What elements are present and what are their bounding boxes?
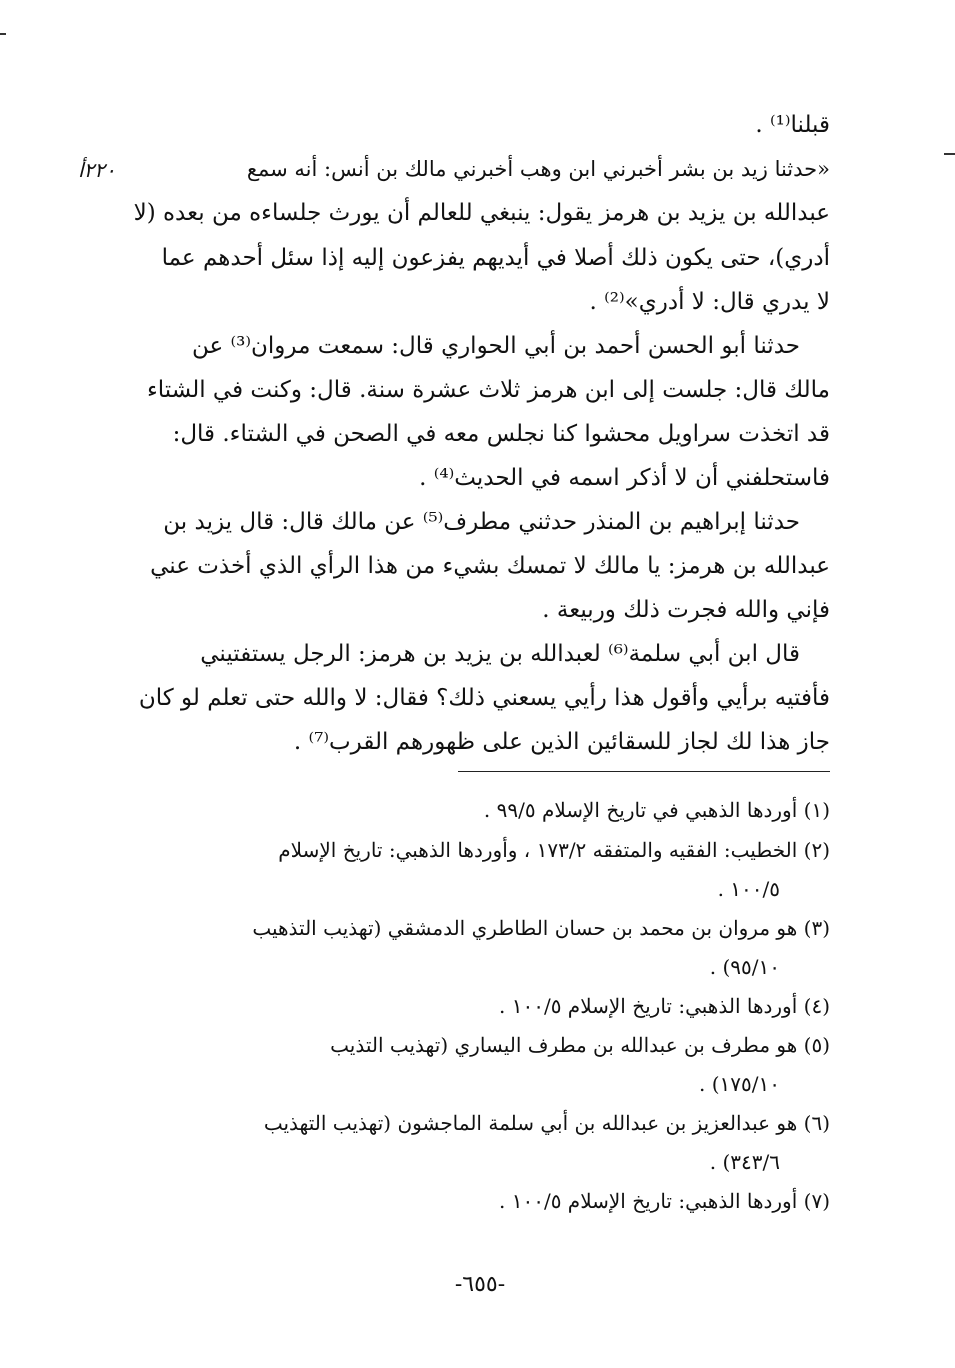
body-line: فأفتيه برأيي وأقول هذا رأيي يسعني ذلك؟ فقال: لا والله حتى تعلم لو كان [138, 685, 830, 711]
body-line: حدثنا أبو الحسن أحمد بن أبي الحواري قال: سمعت مروان⁽³⁾ عن [191, 333, 800, 359]
footnote: (٢) الخطيب: الفقيه والمتفقه ١٧٣/٢ ، وأوردها الذهبي: تاريخ الإسلام [278, 838, 830, 862]
footnote: (٥) هو مطرف بن عبدالله بن مطرف اليساري (تهذيب التذيب [330, 1033, 830, 1057]
footnote: (٧) أوردها الذهبي: تاريخ الإسلام ١٠٠/٥ . [499, 1189, 830, 1213]
body-line: قبلنا⁽¹⁾ . [755, 112, 830, 138]
body-line: أدري)، حتى يكون ذلك أصلا في أيديهم يفزعون إليه إذا سئل أحدهم عما [161, 245, 830, 271]
footnote-continuation: ٩٥/١٠) . [709, 955, 780, 979]
body-line: قال ابن أبي سلمة⁽⁶⁾ لعبدالله بن يزيد بن هرمز: الرجل يستفتيني [200, 641, 800, 667]
body-line: فإني والله فجرت ذلك وربيعة . [542, 597, 830, 623]
body-line: عبدالله بن يزيد بن هرمز يقول: ينبغي للعالم أن يورث جلساءه من بعده (لا [133, 200, 830, 226]
footnote: (٣) هو مروان بن محمد بن حسان الطاطري الدمشقي (تهذيب التذهيب [252, 916, 830, 940]
footnote: (٤) أوردها الذهبي: تاريخ الإسلام ١٠٠/٥ . [499, 994, 830, 1018]
scan-mark [0, 33, 6, 35]
scan-mark [944, 153, 955, 155]
body-line: «حدثنا زيد بن بشر أخبرني ابن وهب أخبرني مالك بن أنس: أنه سمع [246, 157, 830, 181]
body-line: قد اتخذت سراويل محشوا كنا نجلس معه في الصحن في الشتاء. قال: [172, 421, 830, 447]
body-line: مالك قال: جلست إلى ابن هرمز ثلاث عشرة سنة. قال: وكنت في الشتاء [146, 377, 830, 403]
page-number: -٦٥٥- [454, 1272, 506, 1297]
footnote: (١) أوردها الذهبي في تاريخ الإسلام ٩٩/٥ . [483, 798, 830, 822]
body-line: حدثنا إبراهيم بن المنذر حدثني مطرف⁽⁵⁾ عن مالك قال: قال يزيد بن [163, 509, 800, 535]
margin-folio-note: ٢٢٠أ [78, 158, 116, 182]
body-line: فاستحلفني أن لا أذكر اسمه في الحديث⁽⁴⁾ . [419, 465, 830, 491]
body-line: عبدالله بن هرمز: يا مالك لا تمسك بشيء من هذا الرأي الذي أخذت عني [150, 553, 830, 579]
body-line: جاز هذا لك لجاز للسقائين الذين على ظهورهم القرب⁽⁷⁾ . [293, 729, 830, 755]
body-line: لا يدري قال: لا أدري»⁽²⁾ . [589, 289, 830, 315]
footnote-continuation: ٣٤٣/٦) . [709, 1150, 780, 1174]
footnote: (٦) هو عبدالعزيز بن عبدالله بن أبي سلمة الماجشون (تهذيب التهذيب [263, 1111, 830, 1135]
footnote-separator [458, 771, 830, 772]
footnote-continuation: ١٧٥/١٠) . [699, 1072, 780, 1096]
footnote-continuation: ١٠٠/٥ . [717, 877, 780, 901]
